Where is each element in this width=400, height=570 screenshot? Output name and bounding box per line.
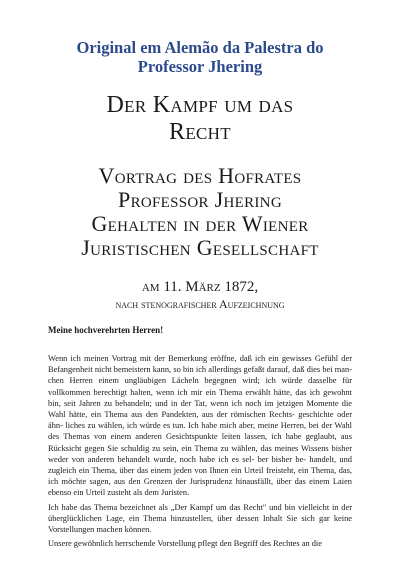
body-paragraph: Ich habe das Thema bezeichnet als „Der Kampf um das Recht" und bin vielleicht in der überglücklichen Lage, ein Thema hinzustellen, über dessen Inhalt Sie sich gar keine Vorstellungen machen können. bbox=[48, 502, 352, 535]
lecture-line: Vortrag des Hofrates bbox=[98, 163, 302, 188]
subtitle-line: Original em Alemão da Palestra do bbox=[76, 38, 324, 57]
date-line: am 11. März 1872, bbox=[141, 279, 259, 295]
title-line: Der Kampf um das bbox=[106, 92, 294, 118]
body-paragraph: Unsere gewöhnlich herrschende Vorstellung pflegt den Begriff des Rechtes an die bbox=[48, 539, 322, 549]
transcription-note: nach stenografischer Aufzeichnung bbox=[115, 297, 285, 311]
document-subtitle bbox=[48, 38, 352, 76]
lecture-line: Juristischen Gesellschaft bbox=[81, 235, 319, 260]
greeting: Meine hochverehrten Herren! bbox=[48, 325, 164, 335]
document-title bbox=[48, 92, 352, 146]
title-line: Recht bbox=[169, 119, 231, 145]
lecture-line: Professor Jhering bbox=[118, 187, 282, 212]
lecture-line: Gehalten in der Wiener bbox=[91, 211, 309, 236]
body-paragraph: Wenn ich meinen Vortrag mit der Bemerkung eröffne, daß ich ein gewisses Gefühl der Befangenheit nicht bemeistern kann, so bin ich allerdings gefaßt darauf, daß dies bei man- chen Herren einem ungläubigen Lächeln begegnen wird; ich würde dasselbe für vollkommen berechtigt halten, wenn ich mir ein Thema erwählt hätte, das ich gewohnt bin, seit Jahren zu behandeln; und in der Tat, wenn ich noch im jetzigen Momente die Wahl hätte, ein Thema aus den Pandekten, aus der römischen Rechts- geschichte oder ähn- liches zu wählen, ich würde es tun. Ich habe mich aber, meine Herren, bei der Wahl des Themas von einem anderen Gesichtspunkte leiten lassen, ich habe geglaubt, aus Rücksicht gegen Sie schuldig zu sein, ein Thema zu wählen, das meines Wissens bisher weder von anderen behandelt wurde, noch habe ich es sel- ber bisher be- handelt, und zugleich ein Thema, über das einem jeden von Ihnen ein Urteil freisteht, ein Thema, das, ich möchte sagen, aus den Grenzen der Jurisprudenz hinausfällt, über das einem Laien ebenso ein Urteil zusteht als dem Juristen. bbox=[48, 354, 352, 498]
subtitle-line: Professor Jhering bbox=[137, 57, 263, 76]
lecture-heading bbox=[48, 164, 352, 260]
